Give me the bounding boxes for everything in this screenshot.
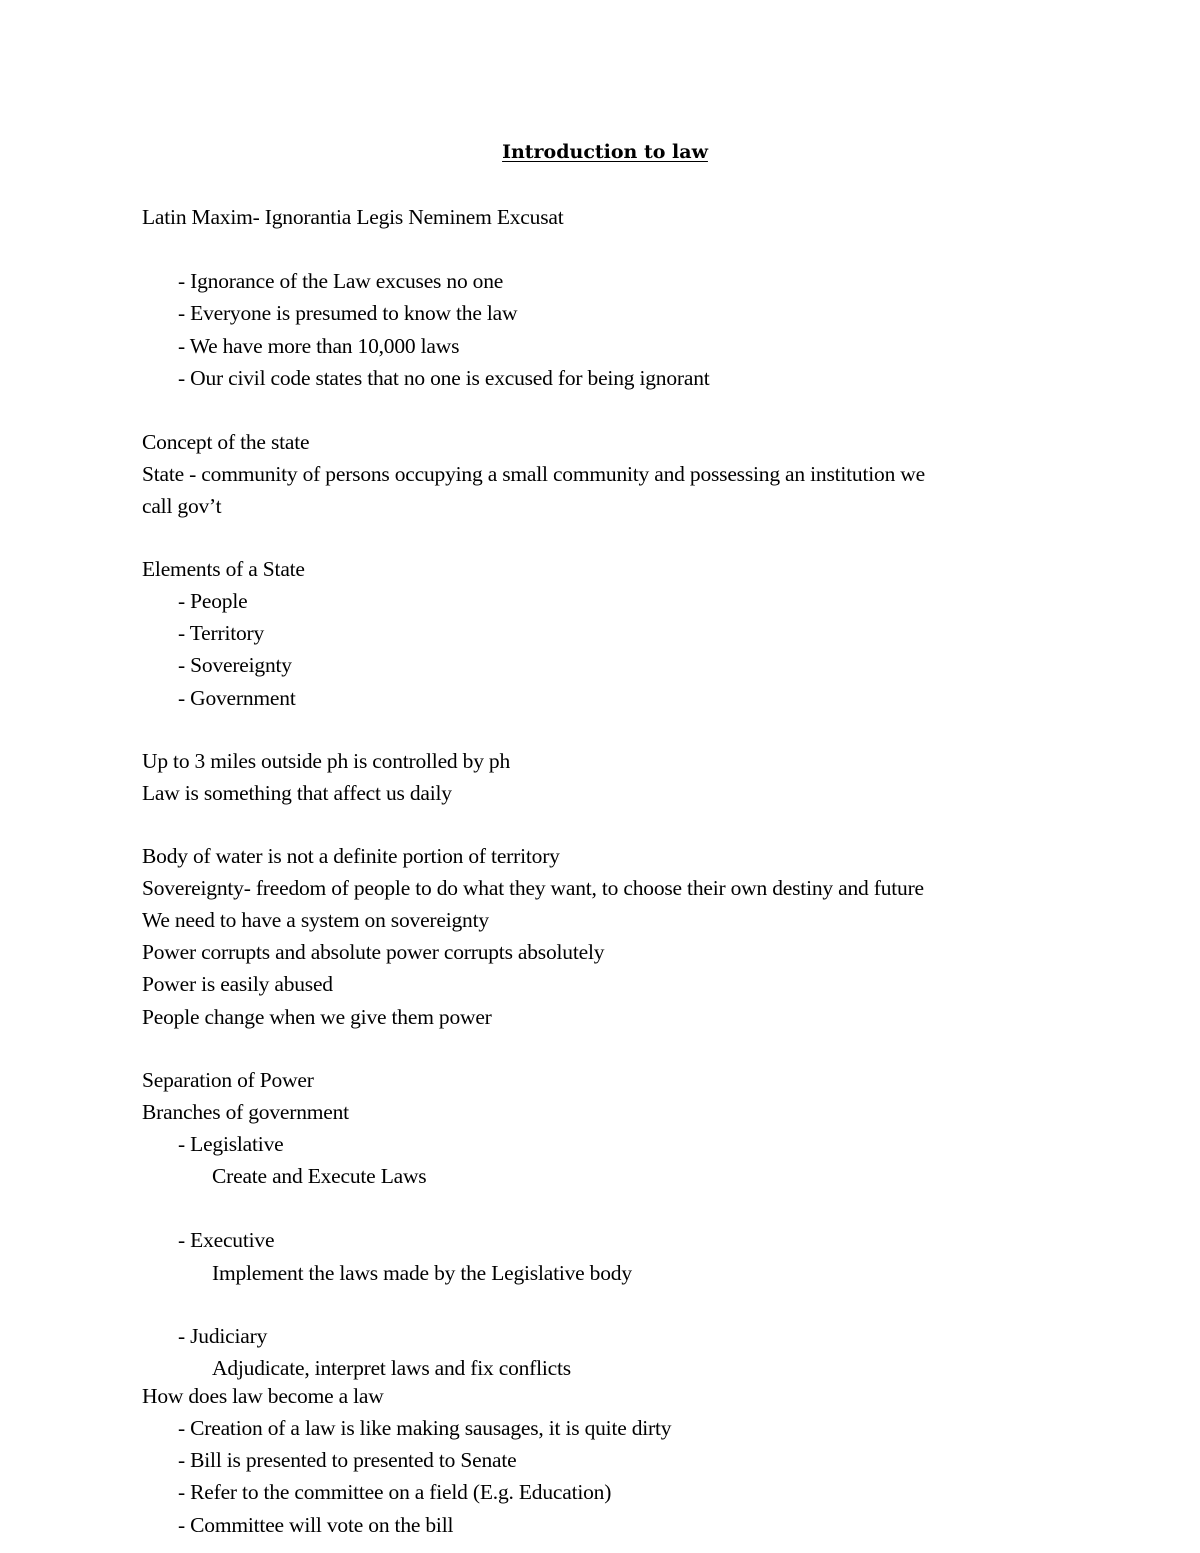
elements-item: - People	[178, 589, 248, 613]
branch-name: - Executive	[178, 1228, 275, 1252]
elements-item: - Territory	[178, 621, 265, 645]
maxim-item: - Our civil code states that no one is excused for being ignorant	[178, 366, 710, 390]
body-line: People change when we give them power	[142, 1005, 492, 1029]
process-heading: How does law become a law	[142, 1384, 384, 1408]
process-item: - Bill is presented to presented to Senate	[178, 1448, 517, 1472]
branches-heading: Branches of government	[142, 1100, 349, 1124]
elements-heading: Elements of a State	[142, 557, 305, 581]
body-line: Up to 3 miles outside ph is controlled by ph	[142, 749, 511, 773]
branch-description: Adjudicate, interpret laws and fix conflicts	[212, 1356, 571, 1380]
process-item: - Committee will vote on the bill	[178, 1513, 454, 1537]
maxim-item: - Ignorance of the Law excuses no one	[178, 269, 504, 293]
branch-name: - Legislative	[178, 1132, 284, 1156]
elements-item: - Sovereignty	[178, 653, 292, 677]
body-line: Sovereignty- freedom of people to do what they want, to choose their own destiny and future	[142, 876, 924, 900]
process-item: - Refer to the committee on a field (E.g. Education)	[178, 1480, 612, 1504]
process-item: - Creation of a law is like making sausages, it is quite dirty	[178, 1416, 672, 1440]
body-line: We need to have a system on sovereignty	[142, 908, 489, 932]
branch-name: - Judiciary	[178, 1324, 268, 1348]
document-title: Introduction to law	[502, 141, 708, 163]
body-line: Power corrupts and absolute power corrupts absolutely	[142, 940, 605, 964]
body-line: Power is easily abused	[142, 972, 333, 996]
branch-description: Implement the laws made by the Legislative body	[212, 1261, 632, 1285]
body-line: Body of water is not a definite portion of territory	[142, 844, 560, 868]
elements-item: - Government	[178, 686, 296, 710]
branch-description: Create and Execute Laws	[212, 1164, 427, 1188]
concept-heading: Concept of the state	[142, 430, 310, 454]
concept-text: State - community of persons occupying a small community and possessing an institution we	[142, 462, 925, 486]
maxim-item: - We have more than 10,000 laws	[178, 334, 460, 358]
maxim-item: - Everyone is presumed to know the law	[178, 301, 518, 325]
maxim-heading: Latin Maxim- Ignorantia Legis Neminem Excusat	[142, 205, 564, 229]
separation-heading: Separation of Power	[142, 1068, 314, 1092]
body-line: Law is something that affect us daily	[142, 781, 452, 805]
concept-text: call gov’t	[142, 494, 222, 518]
